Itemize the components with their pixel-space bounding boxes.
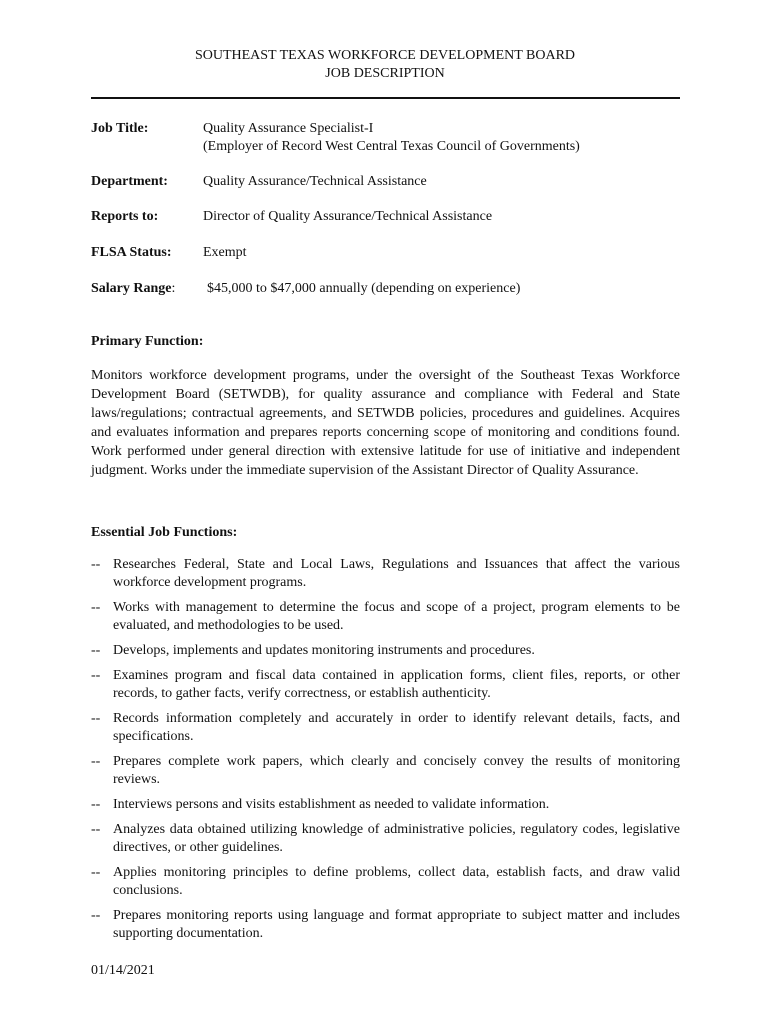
- job-title-line1: Quality Assurance Specialist-I: [203, 121, 374, 136]
- reports-to-label: Reports to:: [91, 209, 159, 224]
- flsa-value: Exempt: [203, 245, 247, 260]
- list-item-text: Prepares complete work papers, which clearly and concisely convey the results of monitoring reviews.: [113, 754, 680, 787]
- reports-to-value: Director of Quality Assurance/Technical Assistance: [203, 209, 493, 224]
- essential-functions-heading: Essential Job Functions:: [91, 525, 238, 540]
- document-header: [0, 47, 770, 83]
- list-item: [91, 599, 680, 635]
- list-item-text: Researches Federal, State and Local Laws, Regulations and Issuances that affect the various workforce development programs.: [113, 557, 680, 590]
- bullet-dash: --: [91, 865, 101, 880]
- primary-function-heading: Primary Function:: [91, 334, 204, 349]
- list-item: [91, 710, 680, 746]
- job-title-value: [203, 120, 580, 156]
- list-item-text: Works with management to determine the focus and scope of a project, program elements to be evaluated, and methodologies to be used.: [113, 600, 680, 633]
- list-item-text: Examines program and fiscal data contained in application forms, client files, reports, or other records, to gather facts, verify correctness, or establish authenticity.: [113, 668, 680, 701]
- footer-date: 01/14/2021: [91, 963, 155, 978]
- org-name: SOUTHEAST TEXAS WORKFORCE DEVELOPMENT BOARD: [194, 48, 576, 63]
- department-label: Department:: [91, 174, 168, 189]
- salary-label-colon: :: [171, 281, 176, 296]
- salary-label: [91, 280, 175, 298]
- salary-value: $45,000 to $47,000 annually (depending on experience): [207, 281, 521, 296]
- job-title-label: Job Title:: [91, 121, 149, 136]
- primary-function-text: Monitors workforce development programs, under the oversight of the Southeast Texas Workforce Development Board (SETWDB), for quality assurance and compliance with Federal and State laws/regulations; contractual agreements, and SETWDB policies, procedures and guidelines. Acquires and evaluates information and prepares reports concerning scope of monitoring and conditions found. Work performed under general direction with extensive latitude for use of initiative and independent judgment. Works under the immediate supervision of the Assistant Director of Quality Assurance.: [91, 368, 680, 478]
- list-item-text: Analyzes data obtained utilizing knowledge of administrative policies, regulatory codes, legislative directives, or other guidelines.: [113, 822, 680, 855]
- department-value: Quality Assurance/Technical Assistance: [203, 174, 427, 189]
- bullet-dash: --: [91, 908, 101, 923]
- list-item-text: Records information completely and accurately in order to identify relevant details, facts, and specifications.: [113, 711, 680, 744]
- list-item: [91, 556, 680, 592]
- header-rule: [91, 97, 680, 99]
- bullet-dash: --: [91, 643, 101, 658]
- reports-to-field: [91, 208, 691, 226]
- list-item: [91, 907, 680, 943]
- bullet-dash: --: [91, 754, 101, 769]
- list-item: [91, 821, 680, 857]
- list-item: [91, 796, 680, 814]
- list-item: [91, 864, 680, 900]
- job-title-line2: (Employer of Record West Central Texas Council of Governments): [203, 139, 580, 154]
- bullet-dash: --: [91, 797, 101, 812]
- list-item-text: Develops, implements and updates monitoring instruments and procedures.: [113, 643, 535, 658]
- essential-functions-list: [91, 556, 680, 950]
- bullet-dash: --: [91, 822, 101, 837]
- list-item-text: Interviews persons and visits establishment as needed to validate information.: [113, 797, 550, 812]
- list-item: [91, 667, 680, 703]
- doc-type: JOB DESCRIPTION: [325, 66, 445, 81]
- list-item: [91, 642, 680, 660]
- bullet-dash: --: [91, 600, 101, 615]
- flsa-label: FLSA Status:: [91, 245, 172, 260]
- bullet-dash: --: [91, 668, 101, 683]
- bullet-dash: --: [91, 557, 101, 572]
- list-item: [91, 753, 680, 789]
- bullet-dash: --: [91, 711, 101, 726]
- job-title-field: [91, 120, 691, 156]
- list-item-text: Prepares monitoring reports using language and format appropriate to subject matter and includes supporting documentation.: [113, 908, 680, 941]
- flsa-field: [91, 244, 691, 262]
- department-field: [91, 173, 691, 191]
- list-item-text: Applies monitoring principles to define problems, collect data, establish facts, and draw valid conclusions.: [113, 865, 680, 898]
- salary-label-text: Salary Range: [91, 281, 172, 296]
- salary-field: [91, 280, 691, 298]
